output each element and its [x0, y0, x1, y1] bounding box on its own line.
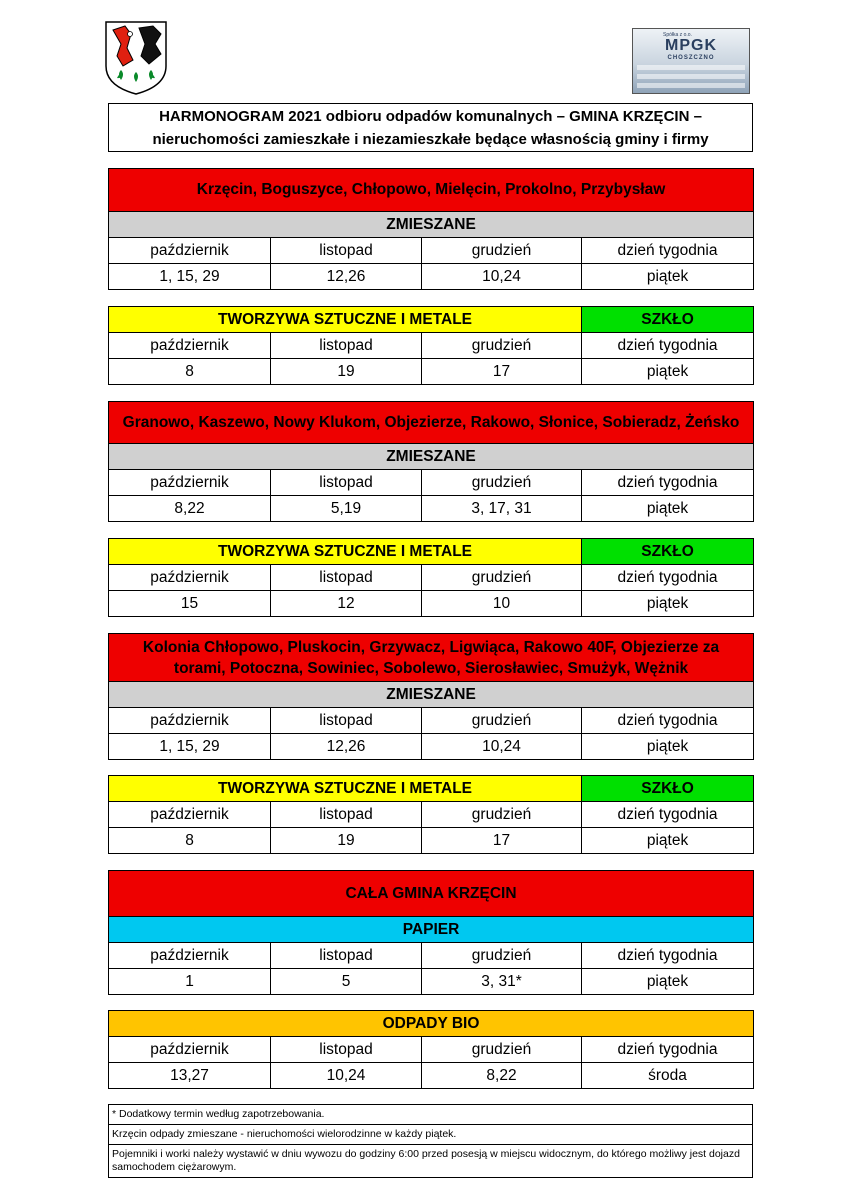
- date-october: 13,27: [109, 1063, 271, 1089]
- weekday: środa: [582, 1063, 754, 1089]
- header-weekday: dzień tygodnia: [582, 943, 754, 969]
- header-october: październik: [109, 333, 271, 359]
- whole-paper-table: [108, 870, 754, 995]
- date-december: 3, 31*: [422, 969, 582, 995]
- date-november: 5,19: [271, 496, 422, 522]
- logo-sub: CHOSZCZNO: [667, 55, 715, 61]
- whole-municipality-header: CAŁA GMINA KRZĘCIN: [109, 871, 754, 917]
- weekday: piątek: [582, 969, 754, 995]
- paper-label: PAPIER: [109, 917, 754, 943]
- date-october: 8: [109, 828, 271, 854]
- header-december: grudzień: [422, 470, 582, 496]
- group-2-plastics-table: [108, 538, 754, 617]
- header-weekday: dzień tygodnia: [582, 802, 754, 828]
- location-line-1: Kolonia Chłopowo, Pluskocin, Grzywacz, Ligwiąca, Rakowo 40F, Objezierze za: [142, 638, 720, 656]
- date-october: 1, 15, 29: [109, 734, 271, 760]
- header-weekday: dzień tygodnia: [582, 708, 754, 734]
- header-december: grudzień: [422, 238, 582, 264]
- date-december: 17: [422, 359, 582, 385]
- date-october: 15: [109, 591, 271, 617]
- header-december: grudzień: [422, 333, 582, 359]
- bio-table: [108, 1010, 754, 1089]
- logo-small-text: Spółka z o.o.: [663, 32, 692, 38]
- weekday: piątek: [582, 734, 754, 760]
- plastics-label: TWORZYWA SZTUCZNE I METALE: [109, 539, 582, 565]
- company-logo: [632, 28, 750, 94]
- header-october: październik: [109, 943, 271, 969]
- mixed-label: ZMIESZANE: [109, 444, 754, 470]
- group-1-mixed-table: [108, 168, 754, 290]
- mixed-label: ZMIESZANE: [109, 212, 754, 238]
- municipality-crest: [103, 20, 169, 96]
- header-december: grudzień: [422, 943, 582, 969]
- date-november: 12,26: [271, 264, 422, 290]
- plastics-label: TWORZYWA SZTUCZNE I METALE: [109, 307, 582, 333]
- header-november: listopad: [271, 565, 422, 591]
- location-header: Krzęcin, Boguszyce, Chłopowo, Mielęcin, Prokolno, Przybysław: [109, 169, 754, 212]
- header-weekday: dzień tygodnia: [582, 333, 754, 359]
- header-december: grudzień: [422, 802, 582, 828]
- date-december: 10: [422, 591, 582, 617]
- location-header: Granowo, Kaszewo, Nowy Klukom, Objezierze, Rakowo, Słonice, Sobieradz, Żeńsko: [109, 402, 754, 444]
- glass-label: SZKŁO: [582, 539, 754, 565]
- header-november: listopad: [271, 238, 422, 264]
- header-october: październik: [109, 470, 271, 496]
- header-october: październik: [109, 1037, 271, 1063]
- weekday: piątek: [582, 591, 754, 617]
- header-october: październik: [109, 708, 271, 734]
- group-3-mixed-table: [108, 633, 754, 760]
- date-december: 10,24: [422, 734, 582, 760]
- group-2-mixed-table: [108, 401, 754, 522]
- header-november: listopad: [271, 802, 422, 828]
- date-october: 1, 15, 29: [109, 264, 271, 290]
- date-november: 12: [271, 591, 422, 617]
- glass-label: SZKŁO: [582, 776, 754, 802]
- header-december: grudzień: [422, 708, 582, 734]
- date-november: 19: [271, 828, 422, 854]
- header-november: listopad: [271, 708, 422, 734]
- plastics-label: TWORZYWA SZTUCZNE I METALE: [109, 776, 582, 802]
- logo-band: [637, 83, 745, 88]
- header-october: październik: [109, 802, 271, 828]
- note-multifamily: Krzęcin odpady zmieszane - nieruchomości wielorodzinne w każdy piątek.: [109, 1125, 753, 1145]
- date-december: 3, 17, 31: [422, 496, 582, 522]
- date-december: 10,24: [422, 264, 582, 290]
- header-october: październik: [109, 565, 271, 591]
- note-extra-date: * Dodatkowy termin według zapotrzebowania.: [109, 1105, 753, 1125]
- weekday: piątek: [582, 828, 754, 854]
- header-october: październik: [109, 238, 271, 264]
- note-containers: Pojemniki i worki należy wystawić w dniu wywozu do godziny 6:00 przed posesją w miejscu widocznym, do którego możliwy jest dojazd samochodem ciężarowym.: [109, 1145, 753, 1178]
- group-1-plastics-table: [108, 306, 754, 385]
- header-weekday: dzień tygodnia: [582, 1037, 754, 1063]
- header-weekday: dzień tygodnia: [582, 470, 754, 496]
- date-november: 10,24: [271, 1063, 422, 1089]
- title-line-2: nieruchomości zamieszkałe i niezamieszkałe będące własnością gminy i firmy: [152, 131, 709, 148]
- header-december: grudzień: [422, 565, 582, 591]
- date-november: 5: [271, 969, 422, 995]
- glass-label: SZKŁO: [582, 307, 754, 333]
- location-header: [109, 634, 754, 682]
- weekday: piątek: [582, 264, 754, 290]
- header-december: grudzień: [422, 1037, 582, 1063]
- header-weekday: dzień tygodnia: [582, 238, 754, 264]
- header-november: listopad: [271, 943, 422, 969]
- bio-label: ODPADY BIO: [109, 1011, 754, 1037]
- page-title: [108, 103, 753, 152]
- date-december: 17: [422, 828, 582, 854]
- weekday: piątek: [582, 496, 754, 522]
- location-line-2: torami, Potoczna, Sowiniec, Sobolewo, Sierosławiec, Smużyk, Wężnik: [173, 659, 689, 677]
- date-october: 8,22: [109, 496, 271, 522]
- title-line-1: HARMONOGRAM 2021 odbioru odpadów komunalnych – GMINA KRZĘCIN –: [159, 108, 702, 125]
- logo-brand: MPGK: [665, 37, 717, 54]
- date-october: 8: [109, 359, 271, 385]
- date-october: 1: [109, 969, 271, 995]
- date-november: 12,26: [271, 734, 422, 760]
- date-november: 19: [271, 359, 422, 385]
- date-december: 8,22: [422, 1063, 582, 1089]
- weekday: piątek: [582, 359, 754, 385]
- notes-table: [108, 1104, 753, 1178]
- logo-band: [637, 74, 745, 79]
- header-november: listopad: [271, 470, 422, 496]
- header-november: listopad: [271, 333, 422, 359]
- mixed-label: ZMIESZANE: [109, 682, 754, 708]
- logo-band: [637, 65, 745, 70]
- header-weekday: dzień tygodnia: [582, 565, 754, 591]
- group-3-plastics-table: [108, 775, 754, 854]
- header-november: listopad: [271, 1037, 422, 1063]
